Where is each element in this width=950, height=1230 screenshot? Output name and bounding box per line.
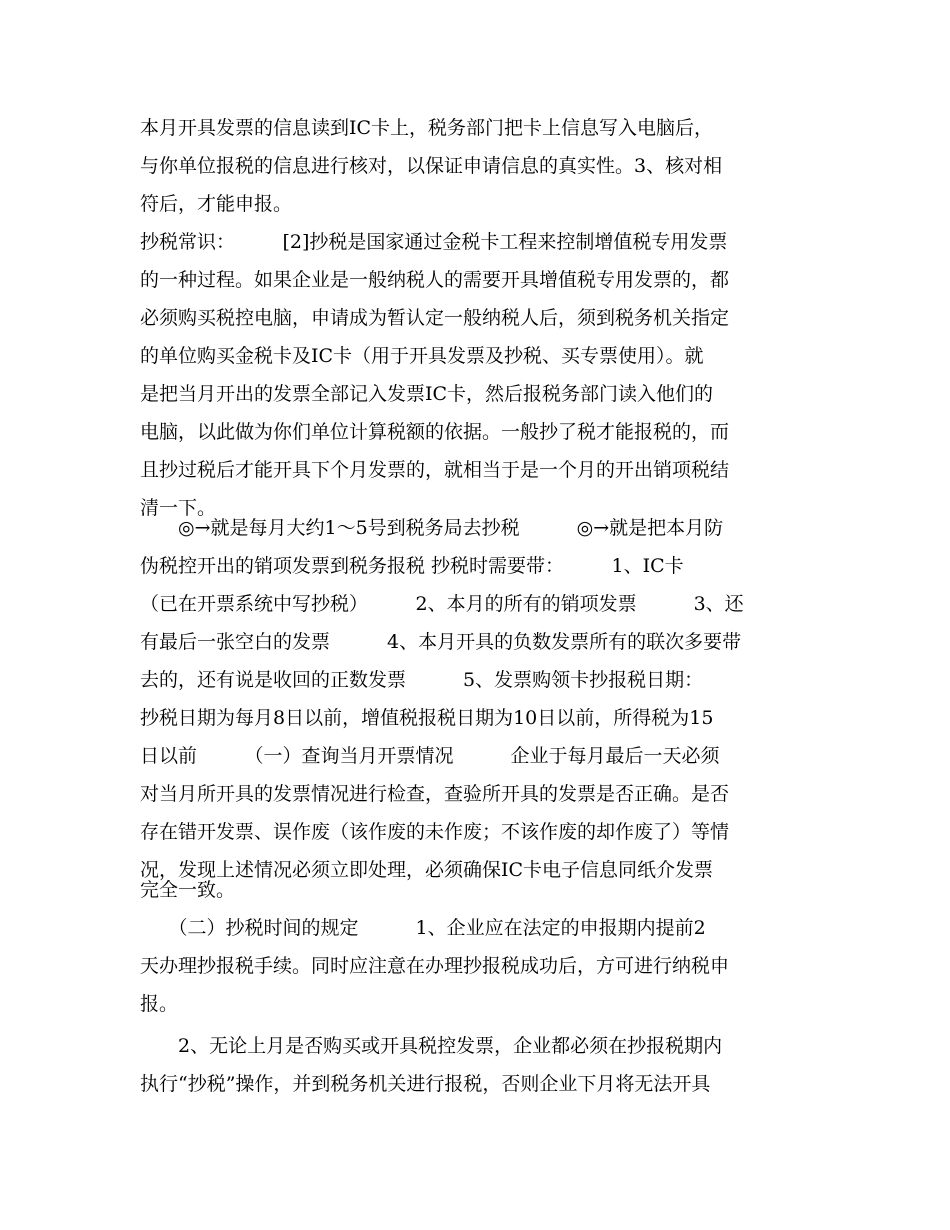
- text-line-17: 抄税日期为每月8日以前，增值税报税日期为10日以前，所得税为15: [140, 707, 714, 729]
- text-line-3: 符后，才能申报。: [140, 193, 293, 215]
- text-line-4: 抄税常识： [2]抄税是国家通过金税卡工程来控制增值税专用发票: [140, 231, 728, 253]
- text-line-19: 对当月所开具的发票情况进行检查，查验所开具的发票是否正确。是否: [140, 783, 730, 805]
- text-line-12: ◎→就是每月大约1～5号到税务局去抄税 ◎→就是把本月防: [140, 517, 724, 539]
- text-line-10: 且抄过税后才能开具下个月发票的，就相当于是一个月的开出销项税结: [140, 459, 730, 481]
- text-line-1: 本月开具发票的信息读到IC卡上，税务部门把卡上信息写入电脑后，: [140, 117, 714, 139]
- text-line-20: 存在错开发票、误作废（该作废的未作废；不该作废的却作废了）等情: [140, 821, 730, 843]
- text-line-9: 电脑，以此做为你们单位计算税额的依据。一般抄了税才能报税的，而: [140, 421, 730, 443]
- text-line-26: 2、无论上月是否购买或开具税控发票，企业都必须在抄报税期内: [140, 1035, 723, 1057]
- text-line-23: （二）抄税时间的规定 1、企业应在法定的申报期内提前2: [140, 917, 706, 939]
- text-line-13: 伪税控开出的销项发票到税务报税 抄税时需要带： 1、IC卡: [140, 555, 684, 577]
- text-line-21: 况，发现上述情况必须立即处理，必须确保IC卡电子信息同纸介发票: [140, 859, 714, 881]
- text-line-7: 的单位购买金税卡及IC卡（用于开具发票及抄税、买专票使用）。就: [140, 345, 704, 367]
- text-line-25: 报。: [140, 993, 179, 1015]
- text-line-11: 清一下。: [140, 497, 217, 519]
- text-line-14: （已在开票系统中写抄税） 2、本月的所有的销项发票 3、还: [140, 593, 744, 615]
- text-line-6: 必须购买税控电脑，申请成为暂认定一般纳税人后，须到税务机关指定: [140, 307, 730, 329]
- text-line-16: 去的，还有说是收回的正数发票 5、发票购领卡抄报税日期：: [140, 669, 704, 691]
- text-line-8: 是把当月开出的发票全部记入发票IC卡，然后报税务部门读入他们的: [140, 383, 714, 405]
- text-line-2: 与你单位报税的信息进行核对，以保证申请信息的真实性。3、核对相: [140, 155, 723, 177]
- text-line-15: 有最后一张空白的发票 4、本月开具的负数发票所有的联次多要带: [140, 631, 742, 653]
- text-line-18: 日以前 （一）查询当月开票情况 企业于每月最后一天必须: [140, 745, 720, 767]
- text-line-5: 的一种过程。如果企业是一般纳税人的需要开具增值税专用发票的，都: [140, 269, 730, 291]
- text-line-22: 完全一致。: [140, 879, 236, 901]
- text-line-24: 天办理抄报税手续。同时应注意在办理抄报税成功后，方可进行纳税申: [140, 955, 730, 977]
- text-line-27: 执行“抄税”操作，并到税务机关进行报税，否则企业下月将无法开具: [140, 1073, 711, 1095]
